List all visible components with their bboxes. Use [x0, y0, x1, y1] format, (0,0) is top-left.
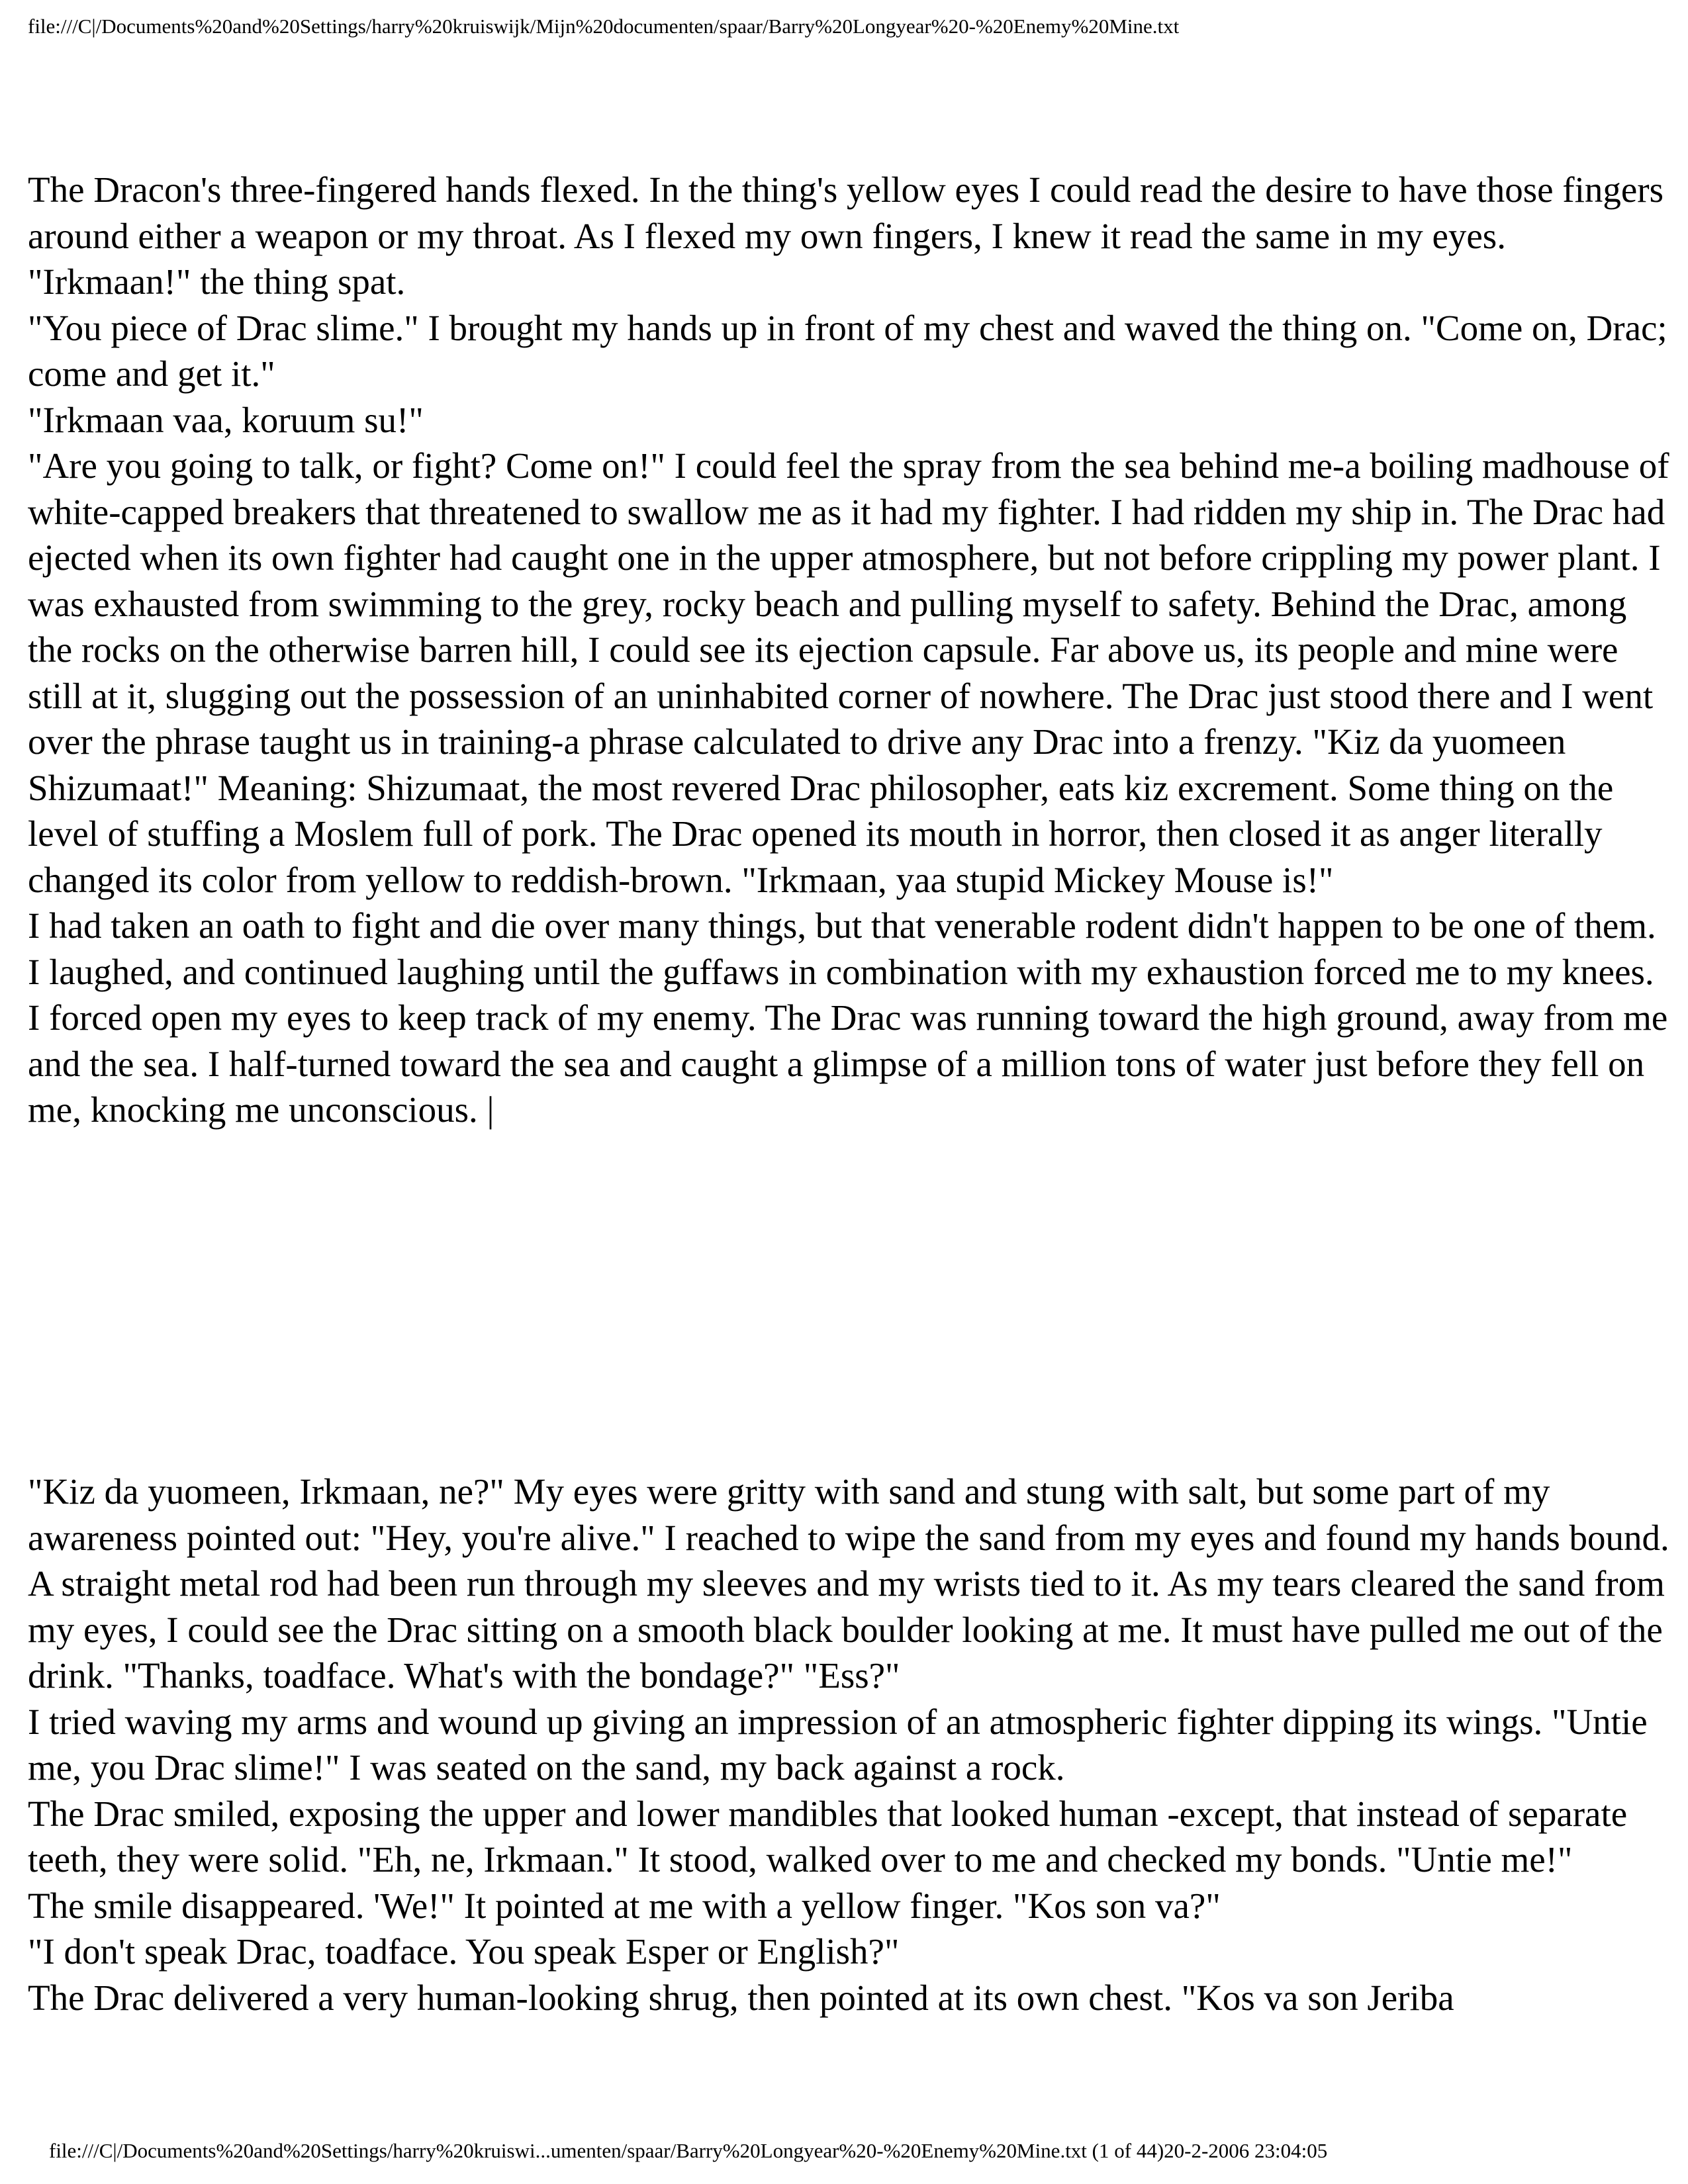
paragraph: "Kiz da yuomeen, Irkmaan, ne?" My eyes were gritty with sand and stung with salt, but some part of my awareness pointed out: "Hey, you're alive." I reached to wipe the sand from my eyes and found my hands bound. A straight metal rod had been run through my sleeves and my wrists tied to it. As my tears cleared the sand from my eyes, I could see the Drac sitting on a smooth black boulder looking at me. It must have pulled me out of the drink. "Thanks, toadface. What's with the bondage?" "Ess?": [28, 1471, 1669, 1696]
paragraph: "Irkmaan vaa, koruum su!": [28, 399, 424, 440]
paragraph: The Dracon's three-fingered hands flexed. In the thing's yellow eyes I could read the desire to have those fingers around either a weapon or my throat. As I flexed my own fingers, I knew it read the same in my eyes.: [28, 169, 1664, 256]
paragraph: The Drac smiled, exposing the upper and lower mandibles that looked human -except, that instead of separate teeth, they were solid. "Eh, ne, Irkmaan." It stood, walked over to me and checked my bonds. "Untie me!": [28, 1793, 1628, 1880]
paragraph: "Are you going to talk, or fight? Come on!" I could feel the spray from the sea behind me-a boiling madhouse of white-capped breakers that threatened to swallow me as it had my fighter. I had ridden my ship in. The Drac had ejected when its own fighter had caught one in the upper atmosphere, but not before crippling my power plant. I was exhausted from swimming to the grey, rocky beach and pulling myself to safety. Behind the Drac, among the rocks on the otherwise barren hill, I could see its ejection capsule. Far above us, its people and mine were still at it, slugging out the possession of an uninhabited corner of nowhere. The Drac just stood there and I went over the phrase taught us in training-a phrase calculated to drive any Drac into a frenzy. "Kiz da yuomeen Shizumaat!" Meaning: Shizumaat, the most revered Drac philosopher, eats kiz excrement. Some thing on the level of stuffing a Moslem full of pork. The Drac opened its mouth in horror, then closed it as anger literally changed its color from yellow to reddish-brown. "Irkmaan, yaa stupid Mickey Mouse is!": [28, 445, 1669, 900]
text-section-2: [28, 1469, 1669, 2021]
text-section-1: [28, 167, 1669, 1133]
paragraph: The smile disappeared. 'We!" It pointed at me with a yellow finger. "Kos son va?": [28, 1885, 1221, 1926]
page-footer-url: file:///C|/Documents%20and%20Settings/harry%20kruiswi...umenten/spaar/Barry%20Longyear%20-%20Enemy%20Mine.txt (1 of 44)20-2-2006 23:04:05: [49, 2139, 1328, 2162]
paragraph: I tried waving my arms and wound up giving an impression of an atmospheric fighter dipping its wings. "Untie me, you Drac slime!" I was seated on the sand, my back against a rock.: [28, 1701, 1648, 1788]
paragraph: The Drac delivered a very human-looking shrug, then pointed at its own chest. "Kos va son Jeriba: [28, 1977, 1454, 2018]
paragraph: "You piece of Drac slime." I brought my hands up in front of my chest and waved the thing on. "Come on, Drac; come and get it.": [28, 307, 1667, 394]
paragraph: I had taken an oath to fight and die over many things, but that venerable rodent didn't happen to be one of them. I laughed, and continued laughing until the guffaws in combination with my exhaustion forced me to my knees. I forced open my eyes to keep track of my enemy. The Drac was running toward the high ground, away from me and the sea. I half-turned toward the sea and caught a glimpse of a million tons of water just before they fell on me, knocking me unconscious. |: [28, 905, 1668, 1130]
paragraph: "Irkmaan!" the thing spat.: [28, 261, 406, 302]
paragraph: "I don't speak Drac, toadface. You speak Esper or English?": [28, 1931, 900, 1972]
page-header-url: file:///C|/Documents%20and%20Settings/harry%20kruiswijk/Mijn%20documenten/spaar/Barry%20Longyear%20-%20Enemy%20Mine.txt: [28, 15, 1180, 38]
